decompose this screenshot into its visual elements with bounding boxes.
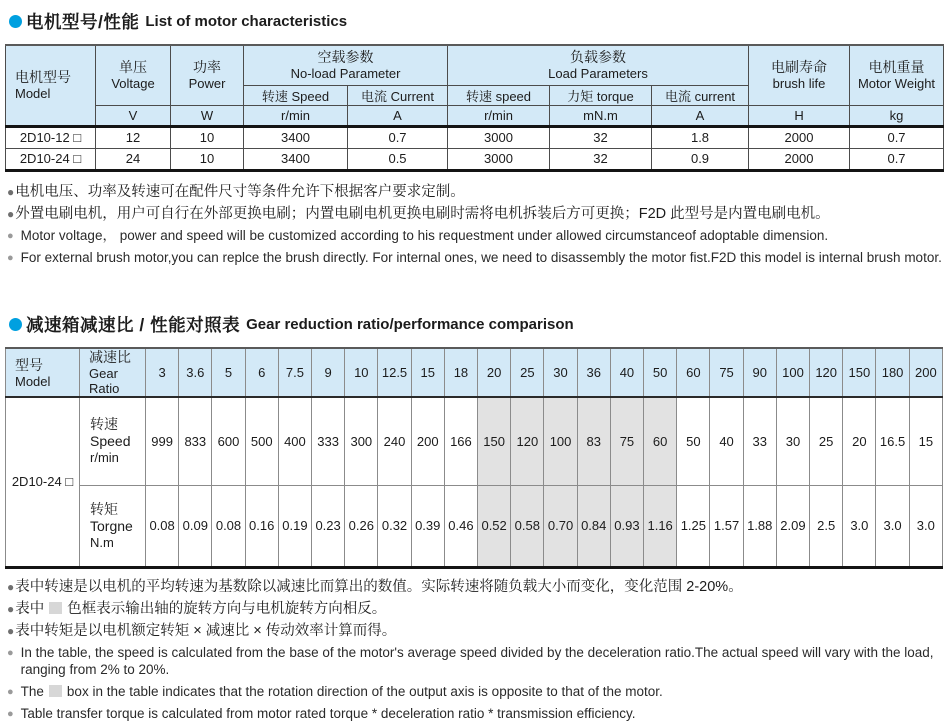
motor-characteristics-table [5,44,944,172]
speed-value-cell: 16.5 [876,397,909,485]
ratio-header-cell: 3.6 [179,348,212,397]
col-header-brush-life [749,45,850,105]
value-cell: 0.7 [850,148,944,170]
ratio-header-cell: 7.5 [278,348,311,397]
note-line [7,623,947,640]
value-cell: 0.9 [652,148,749,170]
motor-table-row [6,126,944,148]
ratio-header-cell: 25 [511,348,544,397]
speed-label-zh: 转速 [90,416,118,433]
torque-value-cell: 0.19 [278,485,311,567]
value-cell: 0.7 [348,126,448,148]
torque-value-cell: 0.84 [577,485,610,567]
blue-bullet-icon [9,318,22,331]
voltage-header-zh: 单压 [119,59,147,76]
value-cell: 3400 [244,148,348,170]
unit-cell: H [749,105,850,126]
ratio-header-cell: 6 [245,348,278,397]
ratio-header-cell: 5 [212,348,245,397]
note-bullet-icon: ● [7,624,15,638]
speed-value-cell: 400 [278,397,311,485]
torque-value-cell: 0.46 [444,485,477,567]
motor-table-row [6,148,944,170]
torque-value-cell: 0.16 [245,485,278,567]
subheader-load-speed: 转速 speed [448,85,550,105]
gear-table-body [6,397,943,567]
torque-value-cell: 0.39 [411,485,444,567]
unit-cell: r/min [244,105,348,126]
note-text: Table transfer torque is calculated from motor rated torque * deceleration ratio * transmission efficiency. [20,705,636,721]
speed-value-cell: 200 [411,397,444,485]
note-line [7,228,947,245]
speed-value-cell: 25 [810,397,843,485]
torque-label-unit: N.m [90,534,114,550]
motor-header-row-1 [6,45,944,85]
section1-title [9,9,347,34]
ratio-header-cell: 90 [743,348,776,397]
power-header-zh: 功率 [193,59,221,76]
reverse-rotation-box-icon [49,685,62,697]
ratio-header-cell: 100 [776,348,809,397]
note-line [7,206,947,223]
gear-speed-row [6,397,943,485]
speed-value-cell: 100 [544,397,577,485]
value-cell: 3400 [244,126,348,148]
section2-title-en: Gear reduction ratio/performance comparison [246,316,574,333]
value-cell: 2000 [749,148,850,170]
speed-value-cell: 40 [710,397,743,485]
speed-value-cell: 600 [212,397,245,485]
motor-table-body [6,126,944,170]
torque-value-cell: 3.0 [876,485,909,567]
subheader-load-torque: 力矩 torque [550,85,652,105]
group-header-noload [244,45,448,85]
section2-notes [7,579,947,728]
load-header-zh: 负载参数 [570,49,627,66]
speed-value-cell: 33 [743,397,776,485]
reverse-rotation-box-icon [49,602,62,614]
torque-value-cell: 0.52 [478,485,511,567]
group-header-load [448,45,749,85]
model-header-zh: 电机型号 [15,69,71,86]
torque-value-cell: 0.70 [544,485,577,567]
section1-title-zh: 电机型号/性能 [26,12,140,32]
ratio-header-cell: 20 [478,348,511,397]
subheader-noload-current: 电流 Current [348,85,448,105]
unit-cell: A [652,105,749,126]
speed-label-unit: r/min [90,450,119,466]
note-bullet-icon: ● [7,647,14,659]
speed-value-cell: 300 [345,397,378,485]
value-cell: 10 [171,126,244,148]
note-text: 外置电刷电机，用户可自行在外部更换电刷；内置电刷电机更换电刷时需将电机拆装后方可更换；F2D 此型号是内置电刷电机。 [15,206,830,222]
ratio-header-cell: 3 [146,348,179,397]
col-header-power [171,45,244,105]
speed-value-cell: 75 [610,397,643,485]
torque-value-cell: 0.26 [345,485,378,567]
value-cell: 10 [171,148,244,170]
ratio-header-cell: 10 [345,348,378,397]
noload-header-en: No-load Parameter [290,66,401,82]
unit-cell: W [171,105,244,126]
gear-ratio-table [5,347,943,569]
ratio-header-cell: 12.5 [378,348,411,397]
ratio-header-cell: 150 [843,348,876,397]
value-cell: 12 [96,126,171,148]
speed-value-cell: 500 [245,397,278,485]
section1-notes [7,184,947,272]
note-text: Motor voltage， power and speed will be customized according to his requestment under allowed circumstanceof adoptable dimension. [20,228,829,243]
subheader-load-current: 电流 current [652,85,749,105]
subheader-noload-speed: 转速 Speed [244,85,348,105]
note-line [7,250,947,267]
note-bullet-icon: ● [7,685,14,698]
note-bullet-icon: ● [7,707,14,720]
gear-model-header-zh: 型号 [15,356,43,373]
note-line [7,184,947,201]
torque-value-cell: 0.23 [312,485,345,567]
motor-table-head [6,45,944,126]
torque-label-zh: 转矩 [90,500,118,517]
note-text: 表中 色框表示输出轴的旋转方向与电机旋转方向相反。 [15,601,387,617]
blue-bullet-icon [9,15,22,28]
value-cell: 32 [550,126,652,148]
ratio-header-cell: 200 [909,348,942,397]
ratio-header-cell: 180 [876,348,909,397]
ratio-header-cell: 60 [677,348,710,397]
col-header-motor-weight [850,45,944,105]
torque-value-cell: 1.25 [677,485,710,567]
value-cell: 0.5 [348,148,448,170]
note-line [7,645,947,678]
gear-table-head [6,348,943,397]
ratio-header-cell: 18 [444,348,477,397]
noload-header-zh: 空载参数 [317,49,374,66]
torque-value-cell: 2.5 [810,485,843,567]
brush-header-zh: 电刷寿命 [771,59,828,76]
gear-model-cell: 2D10-24 □ [6,397,80,567]
speed-value-cell: 150 [478,397,511,485]
speed-label-en: Speed [90,433,131,450]
speed-value-cell: 30 [776,397,809,485]
section2-title [9,312,574,337]
note-line [7,684,947,701]
ratio-header-cell: 30 [544,348,577,397]
speed-value-cell: 166 [444,397,477,485]
torque-value-cell: 1.88 [743,485,776,567]
brush-header-en: brush life [772,76,826,92]
speed-row-label [80,397,146,485]
torque-value-cell: 0.09 [179,485,212,567]
gear-model-header-en: Model [15,373,51,389]
section2-title-zh: 减速箱减速比 / 性能对照表 [26,315,241,335]
model-cell: 2D10-24 □ [6,148,96,170]
value-cell: 32 [550,148,652,170]
note-text: In the table, the speed is calculated from the base of the motor's average speed divided by the deceleration ratio.The actual speed will vary with the load, ranging from 2% to 20%. [20,645,934,677]
torque-value-cell: 0.08 [146,485,179,567]
value-cell: 24 [96,148,171,170]
torque-value-cell: 0.93 [610,485,643,567]
value-cell: 2000 [749,126,850,148]
col-header-gear-model [6,348,80,397]
note-bullet-icon: ● [7,252,14,264]
note-line [7,601,947,618]
value-cell: 3000 [448,126,550,148]
value-cell: 0.7 [850,126,944,148]
load-header-en: Load Parameters [548,66,648,82]
note-line [7,579,947,596]
note-text: For external brush motor,you can replce the brush directly. For internal ones, we need to disassembly the motor fist.F2D this model is internal brush motor. [20,250,942,265]
speed-value-cell: 333 [312,397,345,485]
col-header-model [6,45,96,126]
torque-value-cell: 0.58 [511,485,544,567]
gear-ratio-header-zh: 减速比 [89,349,131,365]
speed-value-cell: 60 [644,397,677,485]
voltage-header-en: Voltage [111,76,155,92]
gear-torque-row [6,485,943,567]
note-text: The box in the table indicates that the rotation direction of the output axis is opposite to that of the motor. [20,683,663,699]
unit-cell: r/min [448,105,550,126]
model-cell: 2D10-12 □ [6,126,96,148]
gear-header-row [6,348,943,397]
ratio-header-cell: 36 [577,348,610,397]
gear-ratio-header-en: Gear Ratio [89,366,120,396]
note-bullet-icon: ● [7,602,15,616]
col-header-voltage [96,45,171,105]
speed-value-cell: 15 [909,397,942,485]
unit-cell: V [96,105,171,126]
torque-value-cell: 1.57 [710,485,743,567]
section1-title-en: List of motor characteristics [145,13,348,30]
weight-header-zh: 电机重量 [868,59,925,76]
torque-value-cell: 3.0 [843,485,876,567]
speed-value-cell: 50 [677,397,710,485]
model-header-en: Model [15,86,51,102]
note-line [7,706,947,723]
value-cell: 3000 [448,148,550,170]
unit-cell: kg [850,105,944,126]
note-bullet-icon: ● [7,185,15,199]
unit-cell: mN.m [550,105,652,126]
weight-header-en: Motor Weight [857,76,936,92]
note-text: 表中转速是以电机的平均转速为基数除以减速比而算出的数值。实际转速将随负载大小而变化，变化范围 2-20%。 [15,579,743,595]
value-cell: 1.8 [652,126,749,148]
ratio-header-cell: 120 [810,348,843,397]
ratio-header-cell: 50 [644,348,677,397]
note-bullet-icon: ● [7,230,14,242]
torque-row-label [80,485,146,567]
torque-value-cell: 0.08 [212,485,245,567]
torque-value-cell: 1.16 [644,485,677,567]
note-text: 表中转矩是以电机额定转矩 × 减速比 × 传动效率计算而得。 [15,623,397,639]
ratio-header-cell: 75 [710,348,743,397]
col-header-gear-ratio [80,348,146,397]
unit-cell: A [348,105,448,126]
torque-value-cell: 3.0 [909,485,942,567]
torque-label-en: Torgne [90,517,133,534]
ratio-header-cell: 15 [411,348,444,397]
speed-value-cell: 240 [378,397,411,485]
note-bullet-icon: ● [7,580,15,594]
speed-value-cell: 833 [179,397,212,485]
note-text: 电机电压、功率及转速可在配件尺寸等条件允许下根据客户要求定制。 [15,184,465,200]
speed-value-cell: 120 [511,397,544,485]
power-header-en: Power [188,76,226,92]
ratio-header-cell: 40 [610,348,643,397]
note-bullet-icon: ● [7,207,15,221]
speed-value-cell: 20 [843,397,876,485]
speed-value-cell: 83 [577,397,610,485]
speed-value-cell: 999 [146,397,179,485]
torque-value-cell: 0.32 [378,485,411,567]
ratio-header-cell: 9 [312,348,345,397]
torque-value-cell: 2.09 [776,485,809,567]
motor-units-row [6,105,944,126]
